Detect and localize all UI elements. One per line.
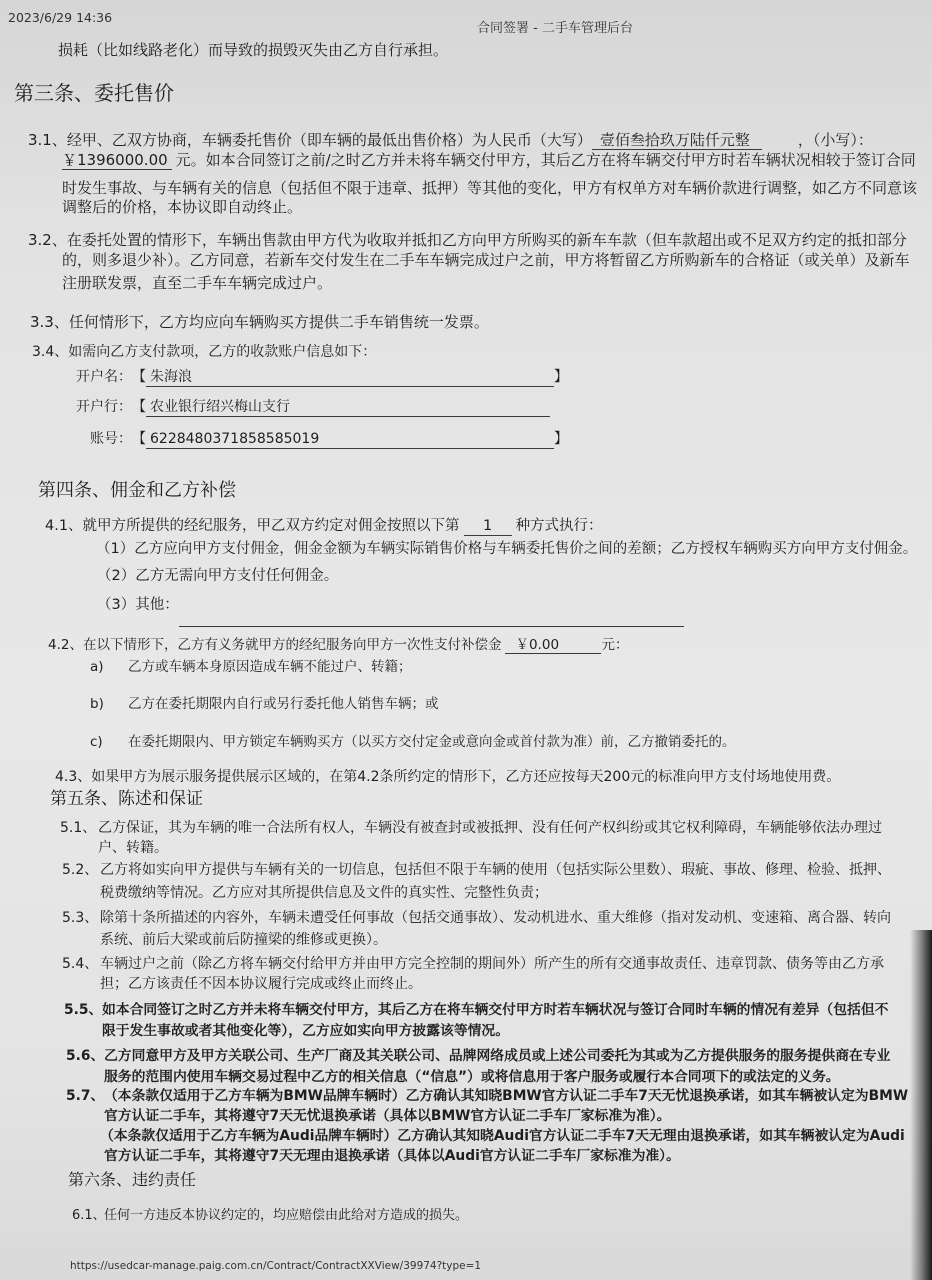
clause-text: 除第十条所描述的内容外，车辆未遭受任何事故（包括交通事故）、发动机进水、重大维修（指对发动机、变速箱、离合器、转向 (100, 910, 891, 926)
commission-option-1: （1）乙方应向甲方支付佣金，佣金金额为车辆实际销售价格与车辆委托售价之间的差额；乙方授权车辆购买方向甲方支付佣金。 (96, 541, 918, 557)
clause-3-1-line-2-text: 元。如本合同签订之前/之时乙方并未将车辆交付甲方，其后乙方在将车辆交付甲方时若车辆状况相较于签订合同 (175, 151, 916, 169)
clause-text: 车辆过户之前（除乙方将车辆交付给甲方并由甲方完全控制的期间外）所产生的所有交通事故责任、违章罚款、债务等由乙方承 (100, 956, 884, 972)
clause-text: 任何一方违反本协议约定的，均应赔偿由此给对方造成的损失。 (104, 1208, 469, 1223)
clause-text: （本条款仅适用于乙方车辆为BMW品牌车辆时）乙方确认其知晓BMW官方认证二手车7天无忧退换承诺，如其车辆被认定为BMW (104, 1088, 909, 1104)
clause-5-3-line-2: 系统、前后大梁或前后防撞梁的维修或更换）。 (100, 932, 387, 948)
clause-4-2-prefix: 4.2、在以下情形下，乙方有义务就甲方的经纪服务向甲方一次性支付补偿金 (48, 637, 502, 653)
bracket-open: 【 (132, 431, 146, 447)
bracket-close: 】 (554, 369, 568, 385)
list-marker: b) (90, 696, 104, 712)
clause-5-5-line-1 (64, 1001, 932, 1021)
clause-3-1-prefix: 3.1、经甲、乙双方协商，车辆委托售价（即车辆的最低出售价格）为人民币（大写） (28, 131, 592, 149)
bank-value: 农业银行绍兴梅山支行 (146, 399, 550, 417)
clause-4-2-suffix: 元： (601, 637, 629, 653)
amount-in-words-field: 壹佰叁拾玖万陆仟元整 (592, 131, 762, 150)
clause-5-6-line-2: 服务的范围内使用车辆交易过程中乙方的相关信息（“信息”）或将信息用于客户服务或履行本合同项下的或法定的义务。 (104, 1069, 840, 1085)
list-item-text: 乙方在委托期限内自行或另行委托他人销售车辆；或 (128, 696, 439, 712)
clause-4-2 (48, 636, 932, 655)
print-url: https://usedcar-manage.paig.com.cn/Contract/ContractXXView/39974?type=1 (70, 1260, 482, 1272)
clause-5-7-line-3: （本条款仅适用于乙方车辆为Audi品牌车辆时）乙方确认其知晓Audi官方认证二手车7天无理由退换承诺，如其车辆被认定为Audi (100, 1128, 905, 1144)
clause-label: 5.2、 (62, 862, 99, 878)
account-name-label: 开户名： (76, 369, 132, 385)
account-no-value: 6228480371858585019 (146, 431, 554, 449)
list-marker: a) (90, 659, 104, 675)
article-5-heading: 第五条、陈述和保证 (50, 789, 203, 809)
clause-5-4-line-2: 担；乙方该责任不因本协议履行完成或终止而终止。 (100, 976, 422, 992)
clause-3-2-line-2: 的，则多退少补）。乙方同意，若新车交付发生在二手车车辆完成过户之前，甲方将暂留乙方所购新车的合格证（或关单）及新车 (62, 251, 910, 269)
bracket-close: 】 (554, 431, 568, 447)
clause-5-4-line-1 (62, 955, 932, 975)
clause-label: 5.7、 (66, 1088, 105, 1104)
clause-label: 5.6、 (66, 1048, 105, 1064)
clause-text: 乙方保证，其为车辆的唯一合法所有权人，车辆没有被查封或被抵押、没有任何产权纠纷或其它权利障碍，车辆能够依法办理过 (98, 820, 882, 836)
list-item (90, 733, 932, 752)
clause-3-4-intro: 3.4、如需向乙方支付款项，乙方的收款账户信息如下： (32, 344, 377, 360)
clause-3-2-line-3: 注册联发票，直至二手车车辆完成过户。 (62, 274, 333, 292)
clause-3-1-line-2 (62, 150, 932, 171)
clause-label: 6.1、 (72, 1208, 106, 1223)
commission-option-field: 1 (464, 518, 512, 536)
clause-label: 5.3、 (62, 910, 99, 926)
commission-option-2: （2）乙方无需向甲方支付任何佣金。 (97, 568, 339, 584)
clause-text: 如本合同签订之时乙方并未将车辆交付甲方，其后乙方在将车辆交付甲方时若车辆状况与签订合同时车辆的情况有差异（包括但不 (102, 1002, 889, 1018)
article-6-heading: 第六条、违约责任 (68, 1170, 197, 1189)
account-no-label: 账号： (90, 431, 132, 447)
clause-4-3: 4.3、如果甲方为展示服务提供展示区域的，在第4.2条所约定的情形下，乙方还应按每天200元的标准向甲方支付场地使用费。 (55, 769, 841, 785)
clause-3-1-line-4: 调整后的价格，本协议即自动终止。 (62, 198, 303, 216)
list-item-text: 乙方或车辆本身原因造成车辆不能过户、转籍； (128, 659, 412, 675)
clause-label: 5.4、 (62, 956, 99, 972)
list-marker: c) (90, 734, 103, 750)
bracket-open: 【 (132, 399, 146, 415)
print-timestamp: 2023/6/29 14:36 (8, 10, 113, 25)
clause-3-3: 3.3、任何情形下，乙方均应向车辆购买方提供二手车销售统一发票。 (30, 313, 489, 331)
other-field (179, 596, 684, 627)
clause-3-2-line-1: 3.2、在委托处置的情形下，车辆出售款由甲方代为收取并抵扣乙方向甲方所购买的新车车款（但车款超出或不足双方约定的抵扣部分 (28, 231, 907, 249)
account-name-row (72, 368, 932, 388)
bracket-open: 【 (132, 369, 146, 385)
clause-3-1-line-1 (28, 130, 932, 151)
clause-label: 5.1、 (60, 820, 97, 836)
clause-4-1-suffix: 种方式执行： (515, 518, 603, 534)
clause-5-7-line-2: 官方认证二手车，其将遵守7天无忧退换承诺（具体以BMW官方认证二手车厂家标准为准）。 (104, 1108, 671, 1124)
clause-5-1-line-2: 户、转籍。 (98, 840, 168, 856)
clause-5-5-line-2: 限于发生事故或者其他变化等），乙方应如实向甲方披露该等情况。 (102, 1023, 510, 1039)
continued-line: 损耗（比如线路老化）而导致的损毁灭失由乙方自行承担。 (58, 41, 449, 59)
clause-5-6-line-1 (66, 1047, 932, 1067)
clause-5-2-line-2: 税费缴纳等情况。乙方应对其所提供信息及文件的真实性、完整性负责； (100, 885, 548, 901)
bank-label: 开户行： (76, 399, 132, 415)
account-no-row (72, 430, 932, 450)
clause-5-1-line-1 (60, 819, 932, 839)
clause-4-1-prefix: 4.1、就甲方所提供的经纪服务，甲乙双方约定对佣金按照以下第 (45, 518, 460, 534)
list-item (90, 695, 932, 714)
amount-in-figures-label: ，（小写）： (797, 131, 873, 149)
clause-5-7-line-4: 官方认证二手车，其将遵守7天无理由退换承诺（具体以Audi官方认证二手车厂家标准为准）。 (104, 1148, 680, 1164)
clause-3-1-line-3: 时发生事故、与车辆有关的信息（包括但不限于违章、抵押）等其他的变化，甲方有权单方对车辆价款进行调整，如乙方不同意该 (62, 179, 918, 197)
article-4-heading: 第四条、佣金和乙方补偿 (38, 480, 236, 501)
account-name-value: 朱海浪 (146, 369, 554, 387)
clause-4-1 (45, 517, 932, 538)
clause-text: 乙方同意甲方及甲方关联公司、生产厂商及其关联公司、品牌网络成员或上述公司委托为其或为乙方提供服务的服务提供商在专业 (104, 1048, 891, 1064)
clause-5-3-line-1 (62, 909, 932, 929)
list-item (90, 658, 932, 677)
clause-label: 5.5、 (64, 1002, 103, 1018)
other-label: （3）其他： (97, 597, 179, 613)
compensation-amount-field: ￥0.00 (505, 637, 601, 654)
page-title: 合同签署 - 二手车管理后台 (477, 21, 633, 36)
clause-5-7-line-1 (66, 1087, 932, 1107)
clause-6-1 (72, 1207, 932, 1226)
list-item-text: 在委托期限内、甲方锁定车辆购买方（以买方交付定金或意向金或首付款为准）前，乙方撤销委托的。 (128, 734, 736, 750)
bank-row (72, 398, 932, 418)
amount-in-figures-field: ￥1396000.00 (62, 151, 172, 170)
clause-5-2-line-1 (62, 861, 932, 881)
clause-text: 乙方将如实向甲方提供与车辆有关的一切信息，包括但不限于车辆的使用（包括实际公里数）、瑕疵、事故、修理、检验、抵押、 (100, 862, 891, 878)
commission-option-3 (97, 596, 932, 628)
article-3-heading: 第三条、委托售价 (14, 81, 174, 105)
